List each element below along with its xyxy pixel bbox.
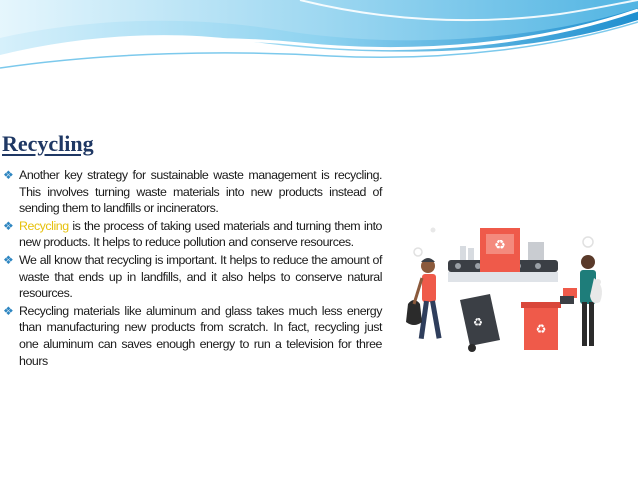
svg-text:♻: ♻ bbox=[494, 238, 506, 253]
list-item bbox=[2, 218, 382, 251]
bullet-text: We all know that recycling is important. It helps to reduce the amount of waste that ends up in landfills, and it also helps to conserve natural resources. bbox=[19, 252, 382, 301]
bullet-text: is the process of taking used materials and turning them into new products. It helps to reduce pollution and conserve resources. bbox=[19, 218, 382, 250]
bullet-text: Recycling materials like aluminum and glass takes much less energy than manufacturing new products from scratch. In fact, recycling just one aluminum can saves enough energy to run a television for three hours bbox=[19, 303, 382, 368]
highlighted-term: Recycling bbox=[19, 218, 69, 233]
diamond-bullet-icon: ❖ bbox=[3, 252, 14, 267]
diamond-bullet-icon: ❖ bbox=[3, 303, 14, 318]
recycling-illustration bbox=[388, 212, 622, 370]
header-wave-decoration bbox=[0, 0, 638, 80]
svg-text:♻: ♻ bbox=[535, 322, 547, 336]
list-item bbox=[2, 252, 382, 302]
page-title: Recycling bbox=[2, 131, 94, 156]
list-item bbox=[2, 167, 382, 217]
bullet-list bbox=[2, 167, 382, 370]
diamond-bullet-icon: ❖ bbox=[3, 218, 14, 233]
bullet-text: Another key strategy for sustainable waste management is recycling. This involves turning waste materials into new products instead of sending them to landfills or incinerators. bbox=[19, 168, 382, 216]
svg-text:♻: ♻ bbox=[473, 316, 483, 329]
diamond-bullet-icon: ❖ bbox=[3, 168, 14, 182]
list-item bbox=[2, 303, 382, 369]
